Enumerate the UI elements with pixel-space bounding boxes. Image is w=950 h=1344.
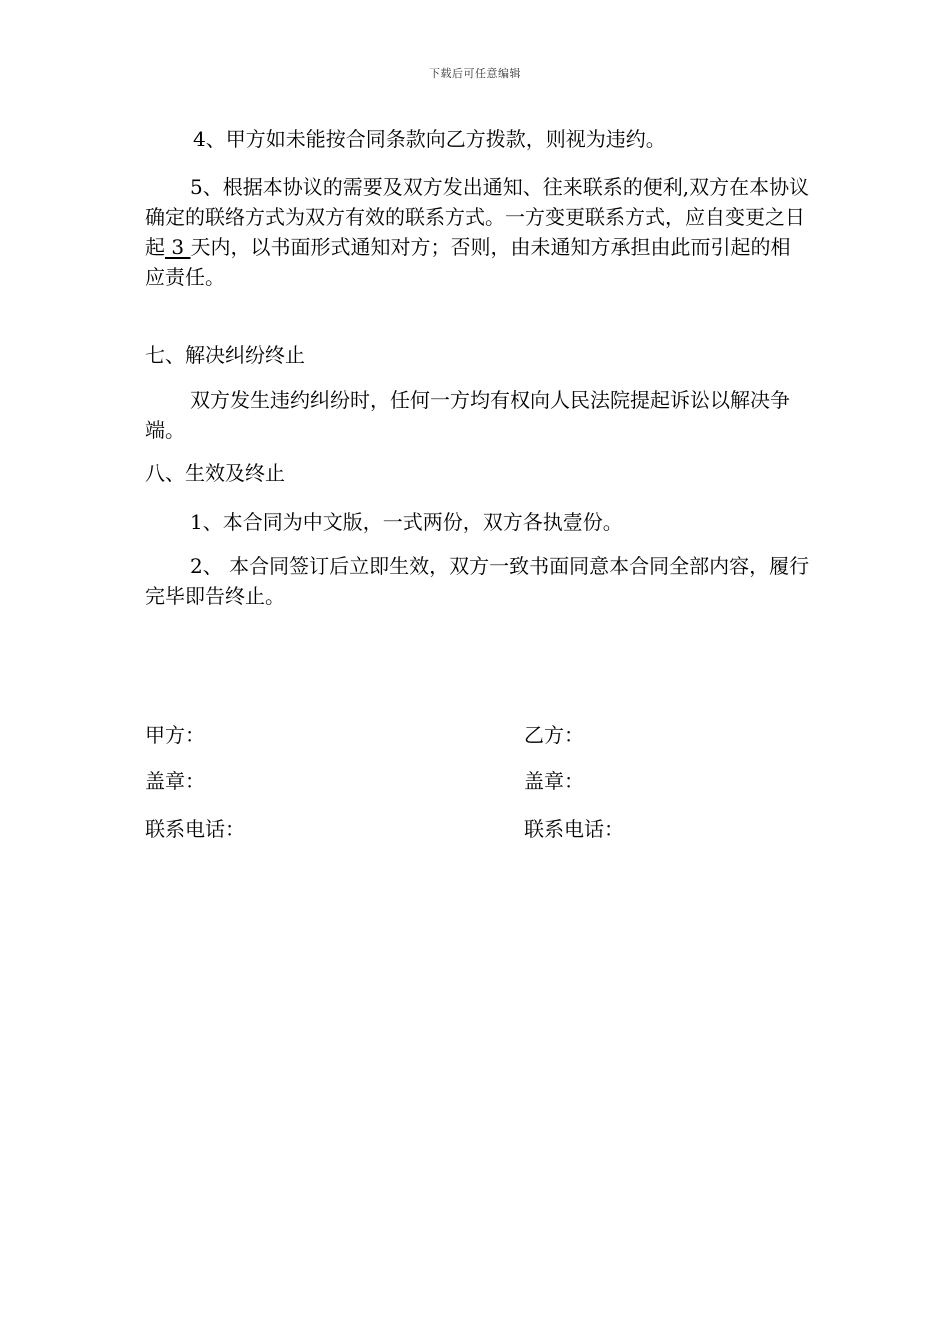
clause-5 — [145, 172, 810, 292]
party-a-seal-label: 盖章： — [145, 769, 205, 793]
section-7-body: 双方发生违约纠纷时，任何一方均有权向人民法院提起诉讼以解决争端。 — [145, 388, 790, 442]
section-8-title: 八、生效及终止 — [145, 461, 285, 485]
clause-5-text-before: 5、根据本协议的需要及双方发出通知、往来联系的便利,双方在本协议确定的联络方式为双方有效的联系方式。一方变更联系方式，应自变更之日起 — [145, 175, 810, 259]
party-b-phone-label: 联系电话： — [524, 817, 624, 841]
section-8-item-1: 1、本合同为中文版，一式两份，双方各执壹份。 — [190, 510, 623, 534]
party-a-phone-label: 联系电话： — [145, 817, 245, 841]
clause-4: 4、甲方如未能按合同条款向乙方拨款，则视为违约。 — [193, 127, 666, 151]
section-7-title: 七、解决纠纷终止 — [145, 343, 305, 367]
section-8-item-2: 2、 本合同签订后立即生效，双方一致书面同意本合同全部内容，履行完毕即告终止。 — [145, 554, 810, 608]
page-header: 下载后可任意编辑 — [429, 67, 521, 80]
clause-5-days: 3 — [165, 235, 191, 259]
clause-5-text-after: 天内，以书面形式通知对方；否则，由未通知方承担由此而引起的相应责任。 — [145, 235, 791, 289]
party-b-seal-label: 盖章： — [524, 769, 584, 793]
party-a-label: 甲方： — [145, 723, 205, 747]
party-b-label: 乙方： — [524, 723, 584, 747]
